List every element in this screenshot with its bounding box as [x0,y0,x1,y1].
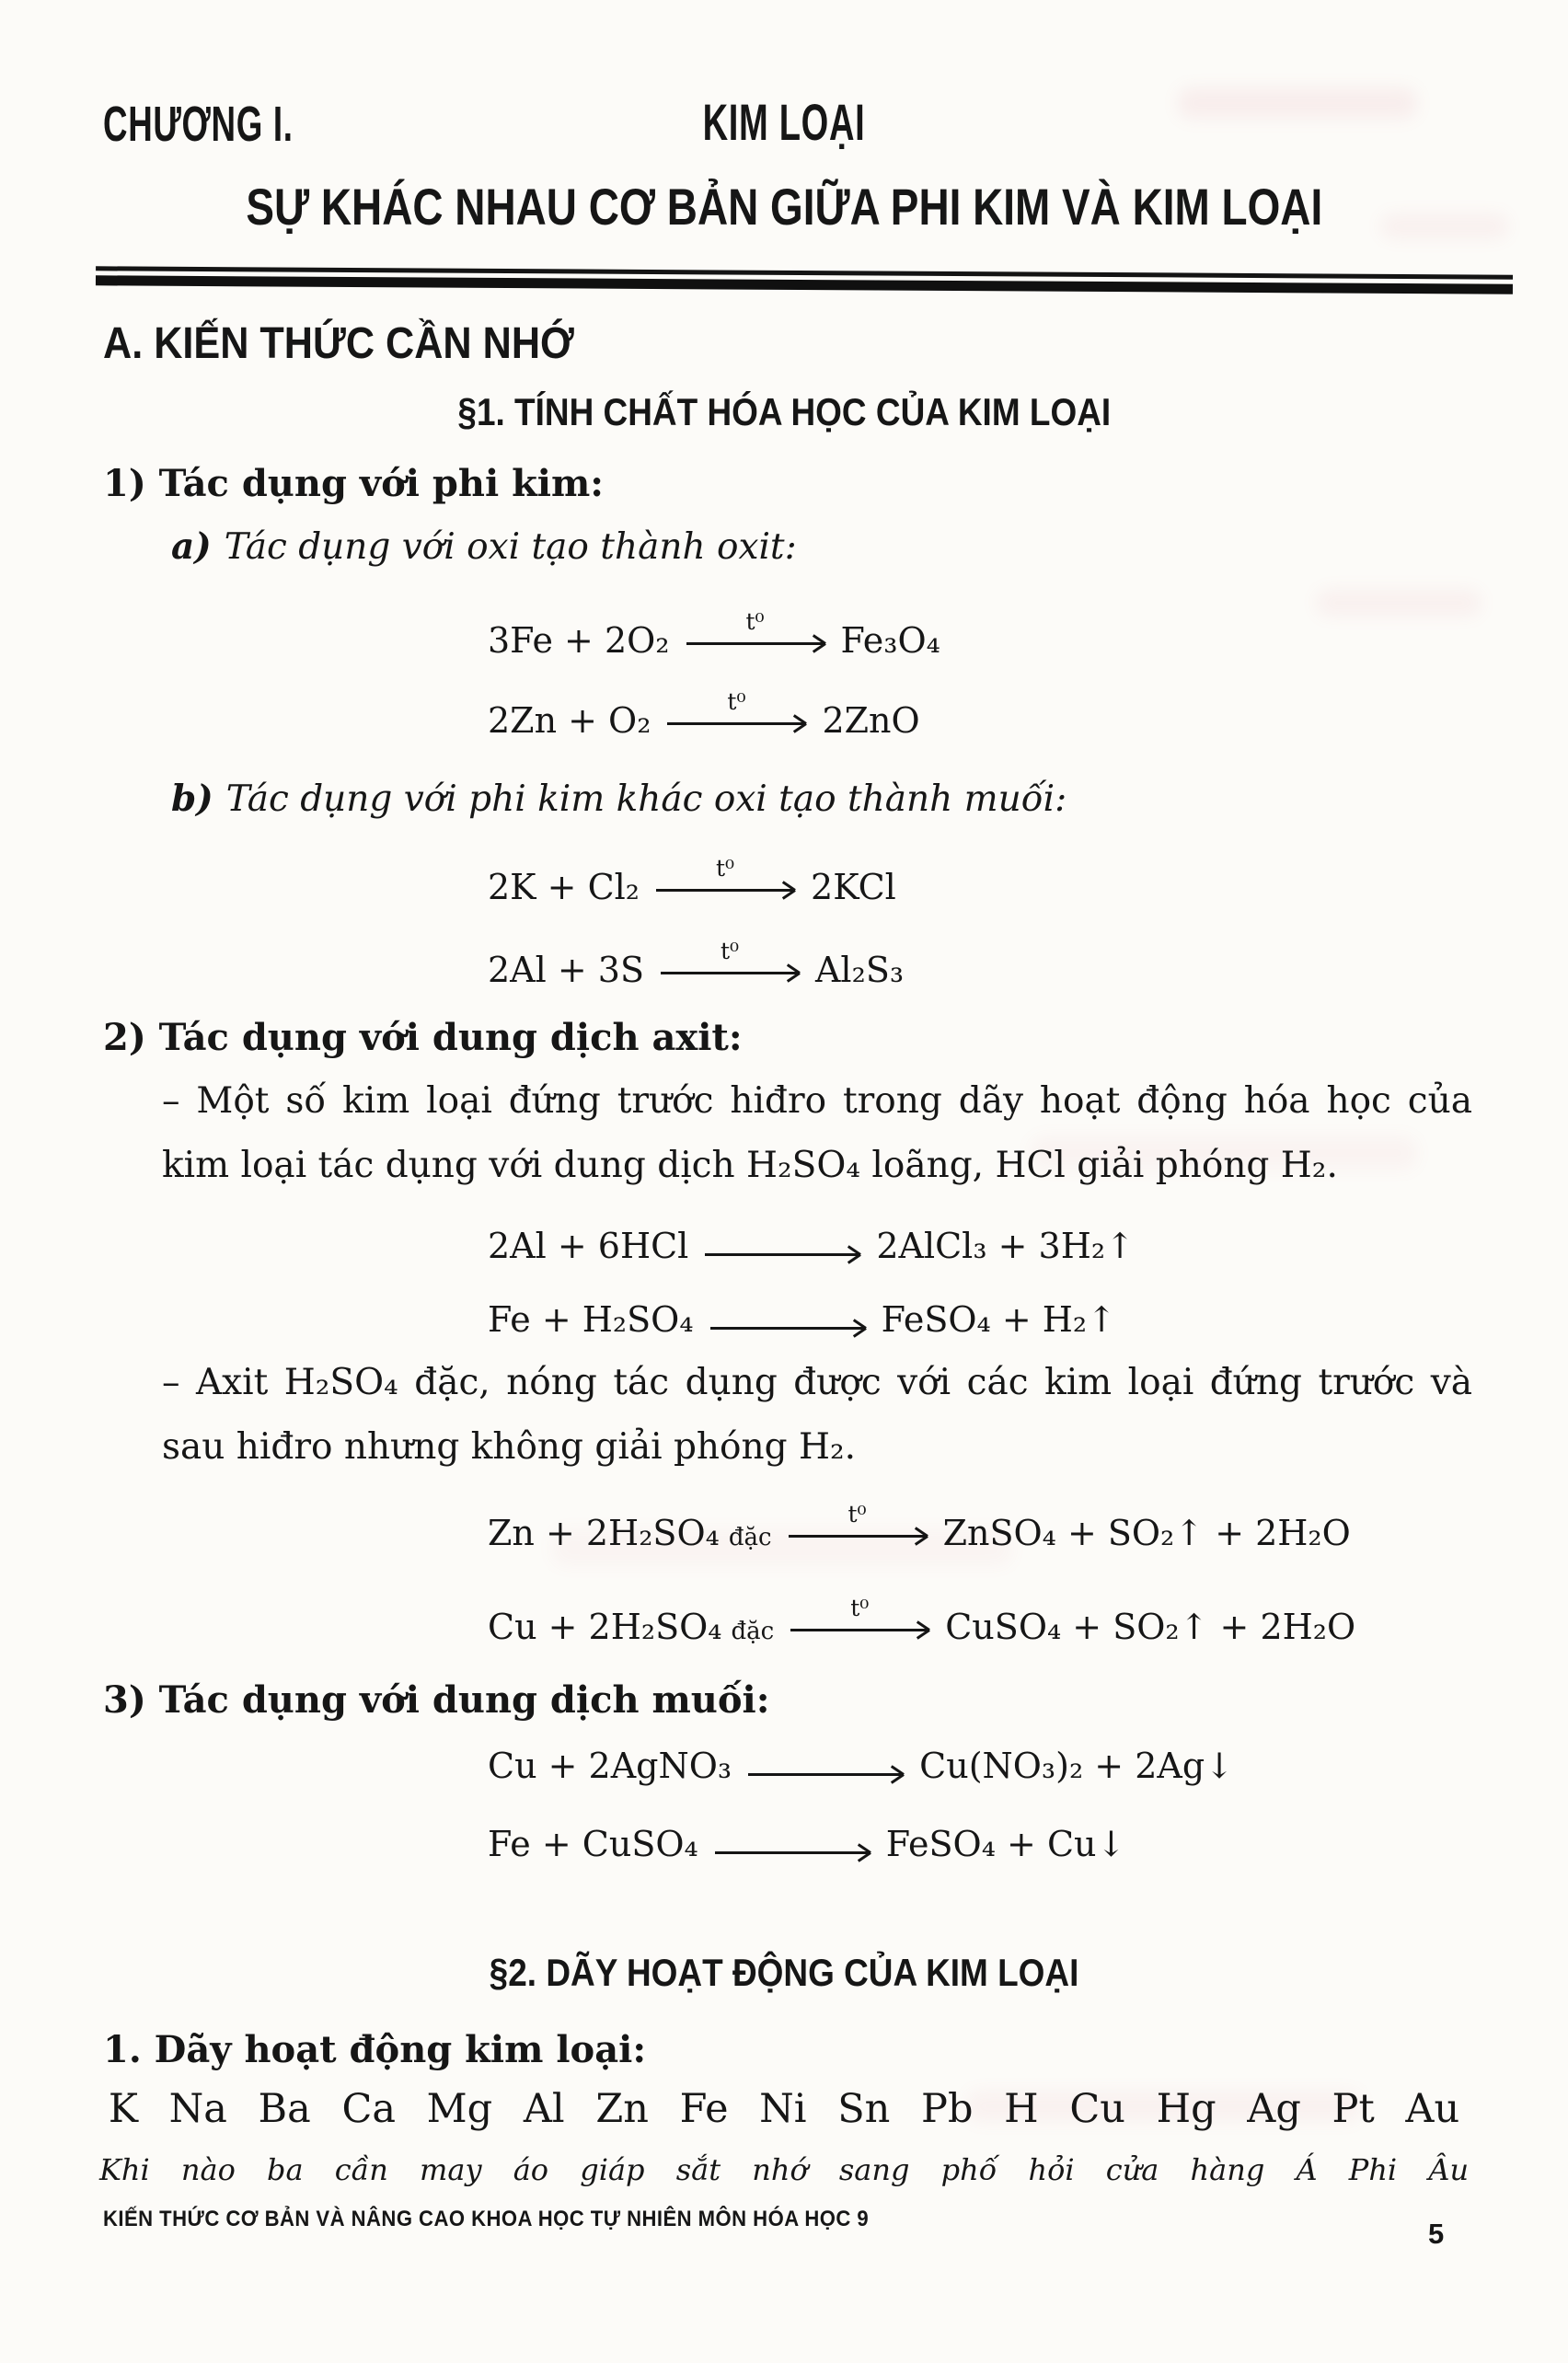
arrow-shaft [790,1629,928,1631]
arrow-shaft [789,1535,927,1538]
equation-lhs: Fe + CuSO₄ [488,1824,698,1864]
reaction-arrow-icon [686,609,824,663]
chemical-equation [488,1596,1355,1650]
sub-item-b-text: Tác dụng với phi kim khác oxi tạo thành muối: [225,778,1067,820]
chemical-equation [488,856,896,910]
section1-heading: §1. TÍNH CHẤT HÓA HỌC CỦA KIM LOẠI [457,390,1111,433]
chemical-equation [488,1743,1234,1789]
equation-rhs: FeSO₄ + Cu↓ [885,1824,1126,1864]
equation-lhs: 2Al + 3S [488,950,644,990]
footer-book-title: KIẾN THỨC CƠ BẢN VÀ NÂNG CAO KHOA HỌC TỰ NHIÊN MÔN HÓA HỌC 9 [103,2207,870,2231]
temperature-condition: t⁰ [745,608,765,635]
chemical-equation [488,1502,1351,1556]
reaction-arrow-icon [748,1773,903,1789]
temperature-condition: t⁰ [715,855,735,882]
page-subtitle: SỰ KHÁC NHAU CƠ BẢN GIỮA PHI KIM VÀ KIM LOẠI [246,178,1322,236]
arrow-shaft [661,972,799,974]
sub-item-b-label: b) [171,778,213,820]
reaction-arrow-icon [656,856,794,910]
equation-lhs: Cu + 2AgNO₃ [488,1746,732,1786]
reaction-arrow-icon [715,1851,870,1867]
reaction-arrow-icon [710,1327,865,1343]
arrow-shaft [710,1327,865,1330]
arrow-shaft [656,889,794,892]
reaction-arrow-icon [790,1596,928,1650]
arrow-shaft [667,722,805,725]
concentrated-note: đặc [731,1618,775,1645]
arrow-shaft [705,1253,859,1256]
reaction-arrow-icon [661,939,799,993]
reaction-arrow-icon [789,1502,927,1556]
item1-title: 1) Tác dụng với phi kim: [103,462,605,505]
chemical-equation [488,939,904,993]
section2-item1-title: 1. Dãy hoạt động kim loại: [103,2028,647,2071]
item3-title: 3) Tác dụng với dung dịch muối: [103,1678,770,1722]
equation-rhs: FeSO₄ + H₂↑ [881,1299,1116,1340]
equation-rhs: 2KCl [811,867,896,907]
equation-lhs: Cu + 2H₂SO₄ [488,1607,722,1647]
chapter-title: KIM LOẠI [702,93,866,151]
equation-rhs: Fe₃O₄ [840,620,940,661]
temperature-condition: t⁰ [847,1501,867,1527]
equation-lhs: 2K + Cl₂ [488,867,640,907]
section-a-heading: A. KIẾN THỨC CẦN NHỚ [103,319,574,368]
arrow-shaft [715,1851,870,1854]
equation-rhs: 2ZnO [822,700,920,741]
temperature-condition: t⁰ [720,938,740,964]
arrow-shaft [686,642,824,645]
equation-lhs: 3Fe + 2O₂ [488,620,670,661]
equation-rhs: 2AlCl₃ + 3H₂↑ [876,1226,1135,1266]
chemical-equation [488,609,940,663]
equation-rhs: Cu(NO₃)₂ + 2Ag↓ [919,1746,1234,1786]
mnemonic-sentence: Khi nào ba cần may áo giáp sắt nhớ sang phố hỏi cửa hàng Á Phi Âu [98,2152,1470,2187]
paragraph: – Axit H₂SO₄ đặc, nóng tác dụng được với các kim loại đứng trước và sau hiđro nhưng không giải phóng H₂. [162,1362,1472,1468]
temperature-condition: t⁰ [727,688,746,715]
equation-rhs: CuSO₄ + SO₂↑ + 2H₂O [945,1607,1356,1647]
temperature-condition: t⁰ [850,1595,870,1621]
sub-item-a-text: Tác dụng với oxi tạo thành oxit: [224,526,797,568]
equation-lhs: Fe + H₂SO₄ [488,1299,694,1340]
item2-title: 2) Tác dụng với dung dịch axit: [103,1016,743,1059]
chemical-equation [488,689,920,743]
arrow-shaft [748,1773,903,1776]
page-number: 5 [1428,2218,1445,2250]
reaction-arrow-icon [705,1253,859,1269]
chemical-equation [488,1223,1135,1269]
double-rule-divider [96,266,1513,294]
chemical-equation [488,1297,1116,1343]
section2-heading: §2. DÃY HOẠT ĐỘNG CỦA KIM LOẠI [489,1951,1079,1994]
metal-activity-series: K Na Ba Ca Mg Al Zn Fe Ni Sn Pb H Cu Hg Ag Pt Au [108,2086,1460,2132]
equation-lhs: 2Al + 6HCl [488,1226,689,1266]
chemical-equation [488,1821,1125,1867]
paragraph: – Một số kim loại đứng trước hiđro trong dãy hoạt động hóa học của kim loại tác dụng với dung dịch H₂SO₄ loãng, HCl giải phóng H₂. [162,1080,1472,1186]
sub-item-b [171,773,1066,825]
reaction-arrow-icon [667,689,805,743]
scan-bleed-artifact [1316,589,1482,617]
sub-item-a [171,521,797,573]
concentrated-note: đặc [728,1524,772,1551]
chapter-label: CHƯƠNG I. [103,97,294,152]
equation-rhs: ZnSO₄ + SO₂↑ + 2H₂O [942,1513,1351,1553]
equation-lhs: Zn + 2H₂SO₄ [488,1513,720,1553]
sub-item-a-label: a) [171,525,212,568]
equation-rhs: Al₂S₃ [814,950,905,990]
equation-lhs: 2Zn + O₂ [488,700,651,741]
